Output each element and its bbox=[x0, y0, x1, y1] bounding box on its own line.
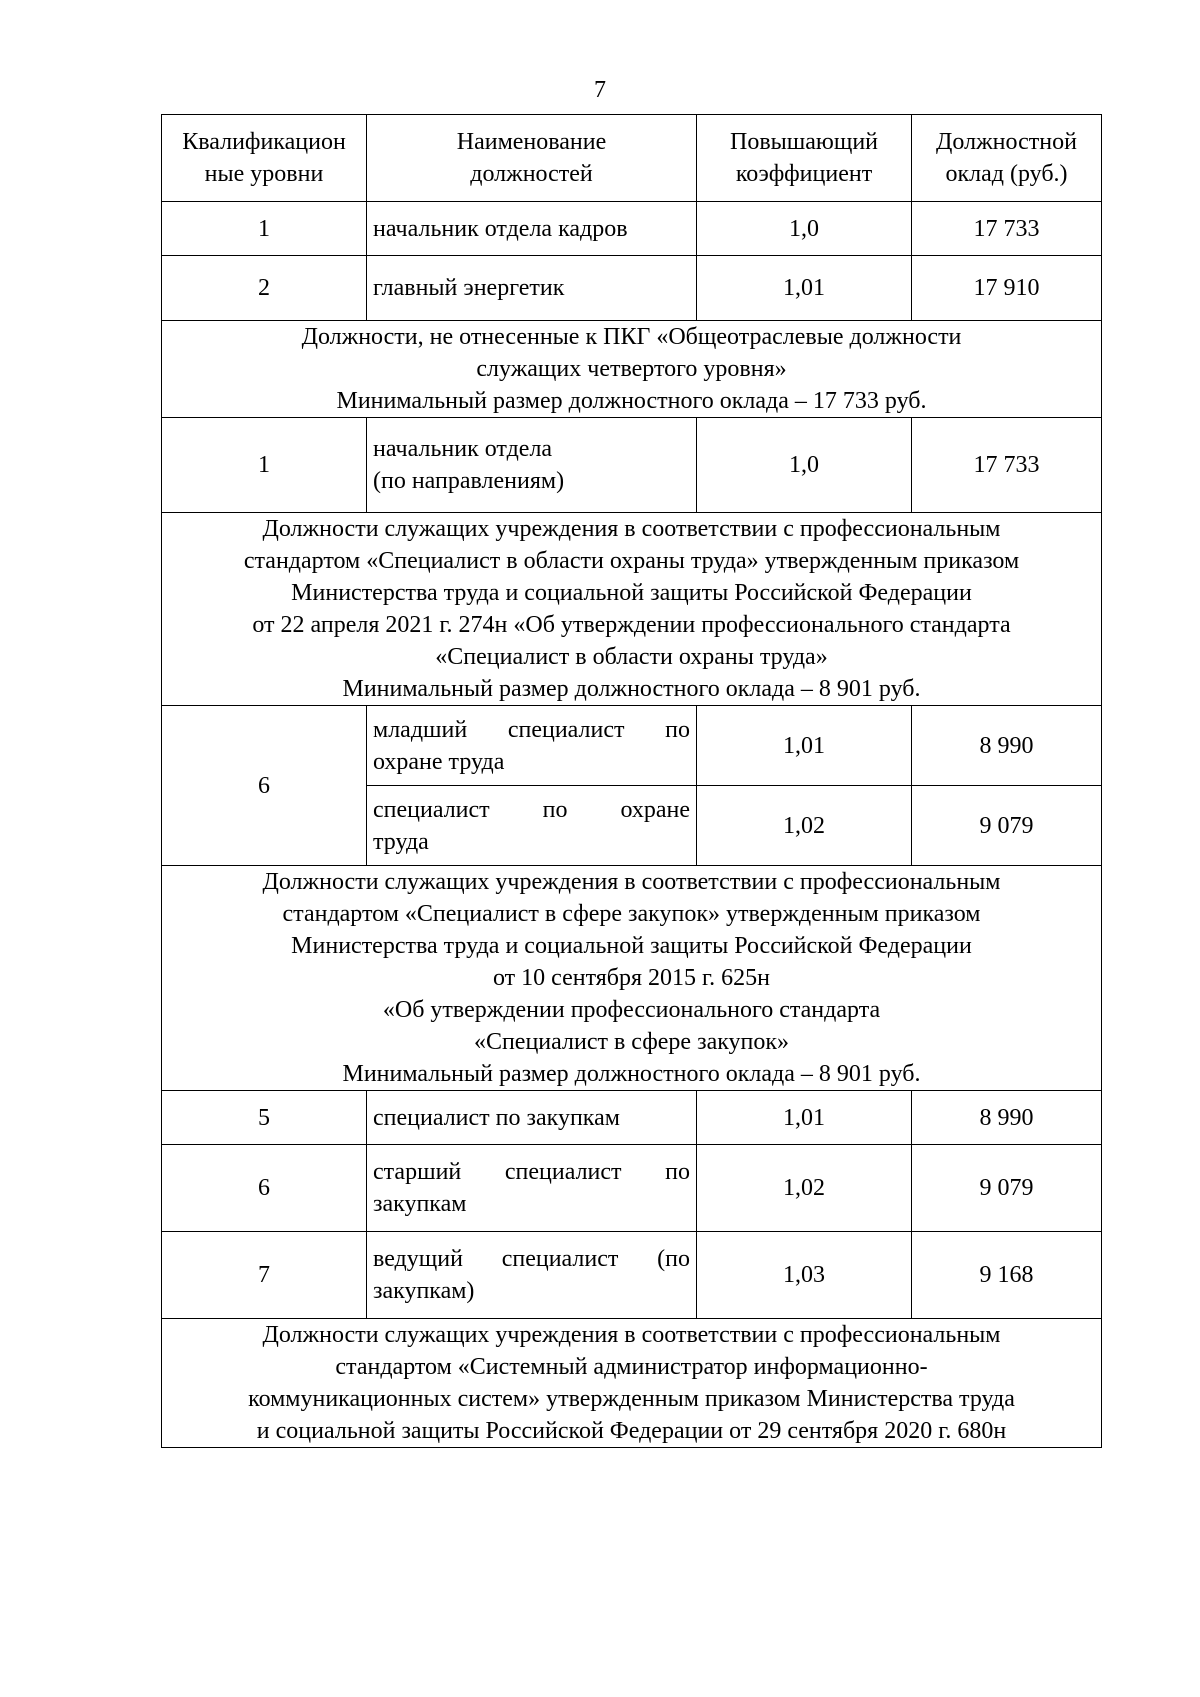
section-text-line: Минимальный размер должностного оклада – 8 901 руб. bbox=[342, 676, 921, 702]
section-row-5 bbox=[162, 1319, 1102, 1448]
section-text-line: Министерства труда и социальной защиты Российской Федерации bbox=[291, 933, 972, 959]
position-name-cell: специалист по закупкам bbox=[367, 1091, 697, 1145]
position-name-cell: главный энергетик bbox=[367, 256, 697, 321]
table-row bbox=[162, 1145, 1102, 1232]
position-name-cell: начальник отдела кадров bbox=[367, 202, 697, 256]
position-name-cell: старший специалист по закупкам bbox=[367, 1145, 697, 1232]
section-text-line: от 10 сентября 2015 г. 625н bbox=[492, 965, 771, 991]
section-heading-3 bbox=[162, 513, 1102, 706]
table-row bbox=[162, 202, 1102, 256]
salary-cell: 17 910 bbox=[912, 256, 1102, 321]
coef-cell: 1,03 bbox=[697, 1232, 912, 1319]
section-text-line: и социальной защиты Российской Федерации от 29 сентября 2020 г. 680н bbox=[256, 1418, 1007, 1444]
section-heading-4 bbox=[162, 866, 1102, 1091]
header-name: Наименование должностей bbox=[367, 115, 697, 202]
header-coef: Повышающий коэффициент bbox=[697, 115, 912, 202]
salary-table bbox=[161, 114, 1102, 1448]
level-cell: 1 bbox=[162, 202, 367, 256]
section-row-3 bbox=[162, 513, 1102, 706]
section-text-line: стандартом «Специалист в области охраны труда» утвержденным приказом bbox=[243, 548, 1020, 574]
salary-cell: 17 733 bbox=[912, 202, 1102, 256]
salary-cell: 9 079 bbox=[912, 786, 1102, 866]
salary-cell: 9 079 bbox=[912, 1145, 1102, 1232]
group4-body bbox=[162, 1091, 1102, 1319]
coef-cell: 1,01 bbox=[697, 706, 912, 786]
coef-cell: 1,01 bbox=[697, 256, 912, 321]
salary-cell: 8 990 bbox=[912, 1091, 1102, 1145]
coef-cell: 1,02 bbox=[697, 1145, 912, 1232]
section-text-line: Минимальный размер должностного оклада – 17 733 руб. bbox=[336, 388, 927, 414]
level-cell: 6 bbox=[162, 1145, 367, 1232]
section-row-2 bbox=[162, 321, 1102, 418]
header-level: Квалификацион ные уровни bbox=[162, 115, 367, 202]
group2-body bbox=[162, 418, 1102, 513]
table-row bbox=[162, 1091, 1102, 1145]
level-cell: 5 bbox=[162, 1091, 367, 1145]
coef-cell: 1,0 bbox=[697, 418, 912, 513]
salary-cell: 17 733 bbox=[912, 418, 1102, 513]
section-heading-5 bbox=[162, 1319, 1102, 1448]
table-header-row bbox=[162, 115, 1102, 202]
position-name-cell: ведущий специалист (по закупкам) bbox=[367, 1232, 697, 1319]
section-text-line: Должности, не отнесенные к ПКГ «Общеотраслевые должности bbox=[301, 324, 962, 350]
section-text-line: Минимальный размер должностного оклада – 8 901 руб. bbox=[342, 1061, 921, 1087]
section-text-line: Должности служащих учреждения в соответствии с профессиональным bbox=[262, 516, 1001, 542]
section-text-line: стандартом «Специалист в сфере закупок» утвержденным приказом bbox=[282, 901, 981, 927]
page-number: 7 bbox=[594, 77, 606, 103]
group1-body bbox=[162, 202, 1102, 321]
level-cell: 6 bbox=[162, 706, 367, 866]
section-text-line: коммуникационных систем» утвержденным приказом Министерства труда bbox=[248, 1386, 1015, 1412]
coef-cell: 1,0 bbox=[697, 202, 912, 256]
level-cell: 7 bbox=[162, 1232, 367, 1319]
table-row bbox=[162, 1232, 1102, 1319]
table-row bbox=[162, 418, 1102, 513]
position-name-cell: начальник отдела (по направлениям) bbox=[367, 418, 697, 513]
salary-cell: 9 168 bbox=[912, 1232, 1102, 1319]
position-name-cell: младший специалист по охране труда bbox=[367, 706, 697, 786]
section-text-line: «Об утверждении профессионального стандарта bbox=[382, 997, 881, 1023]
section-text-line: «Специалист в сфере закупок» bbox=[473, 1029, 790, 1055]
section-text-line: стандартом «Системный администратор информационно- bbox=[335, 1354, 928, 1380]
section-heading-2 bbox=[162, 321, 1102, 418]
header-salary: Должностной оклад (руб.) bbox=[912, 115, 1102, 202]
coef-cell: 1,02 bbox=[697, 786, 912, 866]
position-name-cell: специалист по охране труда bbox=[367, 786, 697, 866]
section-text-line: Министерства труда и социальной защиты Российской Федерации bbox=[291, 580, 972, 606]
section-text-line: «Специалист в области охраны труда» bbox=[435, 644, 828, 670]
level-cell: 1 bbox=[162, 418, 367, 513]
section-text-line: Должности служащих учреждения в соответствии с профессиональным bbox=[262, 1322, 1001, 1348]
coef-cell: 1,01 bbox=[697, 1091, 912, 1145]
section-text-line: Должности служащих учреждения в соответствии с профессиональным bbox=[262, 869, 1001, 895]
section-row-4 bbox=[162, 866, 1102, 1091]
section-text-line: от 22 апреля 2021 г. 274н «Об утверждении профессионального стандарта bbox=[252, 612, 1011, 638]
salary-cell: 8 990 bbox=[912, 706, 1102, 786]
level-cell: 2 bbox=[162, 256, 367, 321]
table-row bbox=[162, 256, 1102, 321]
table-row bbox=[162, 706, 1102, 786]
section-text-line: служащих четвертого уровня» bbox=[476, 356, 787, 382]
